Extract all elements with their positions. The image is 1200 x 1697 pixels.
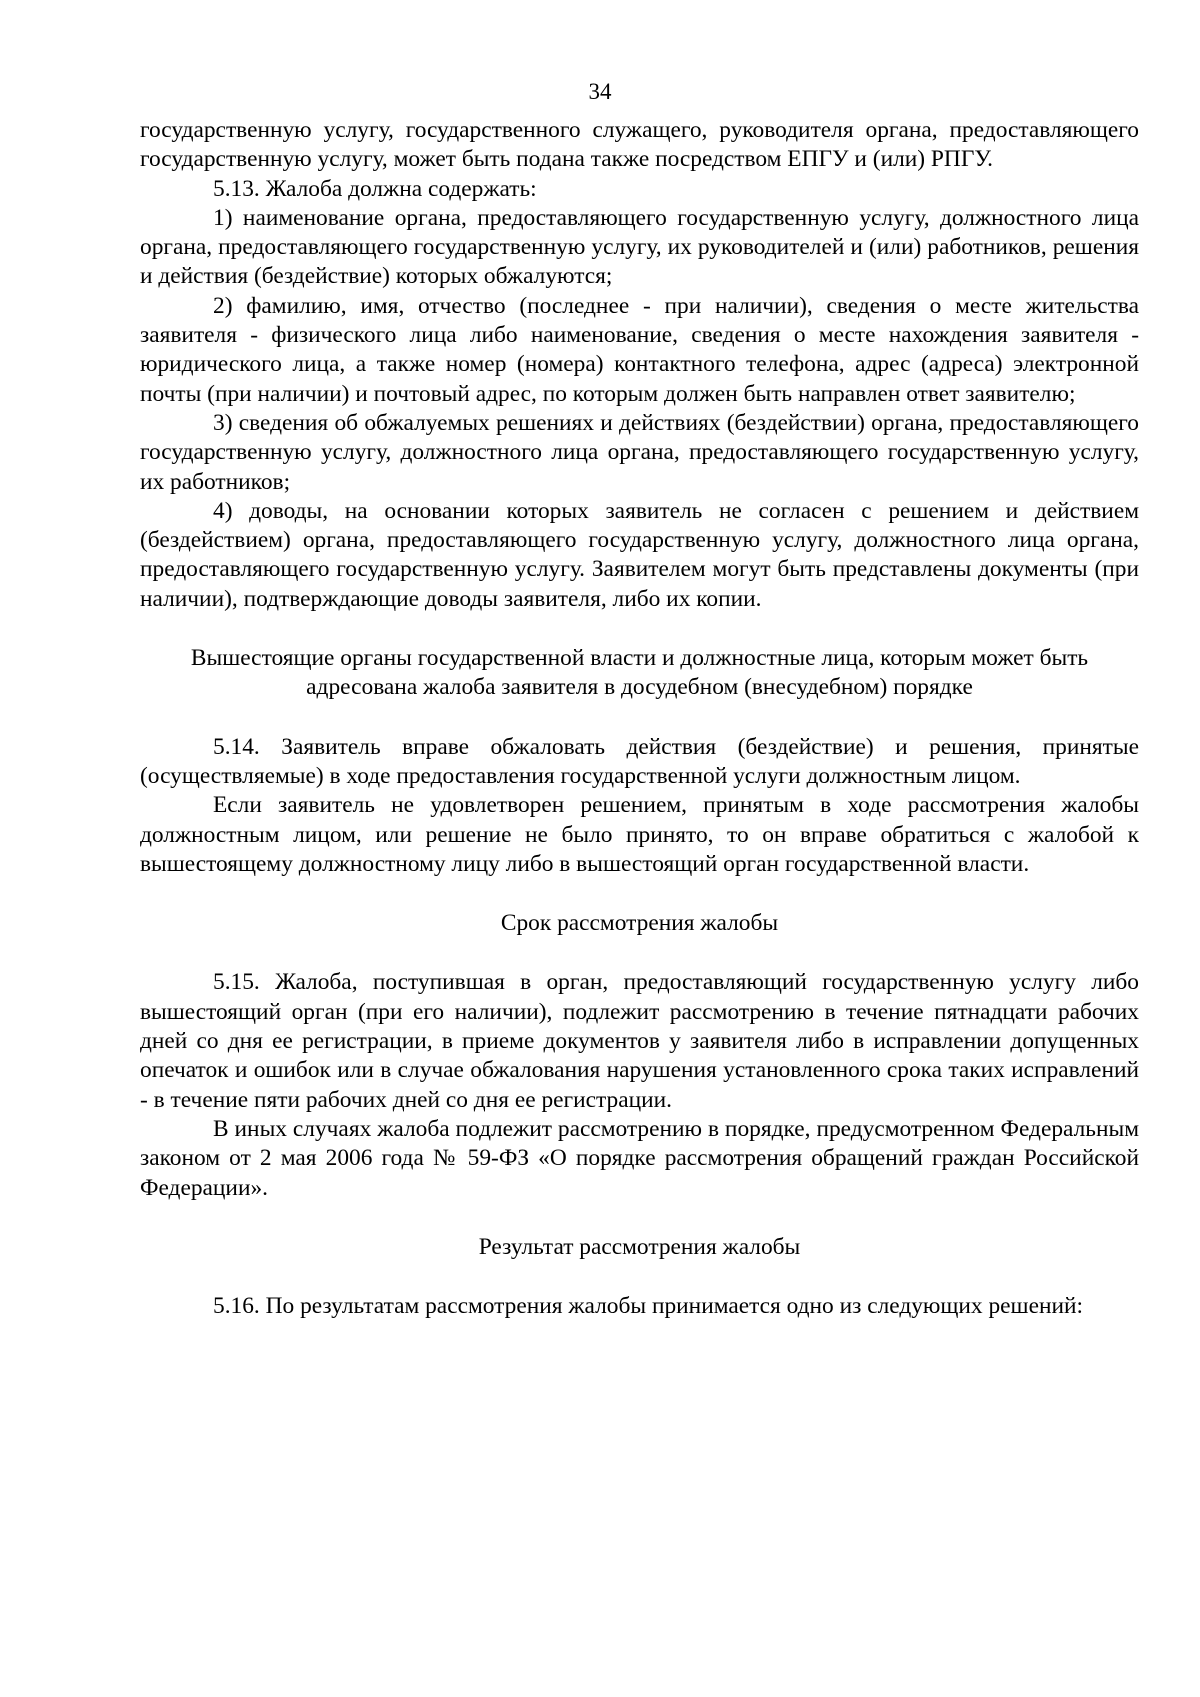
paragraph-continuation: государственную услугу, государственного служащего, руководителя органа, предоставляющего государственную услугу, может быть подана также посредством ЕПГУ и (или) РПГУ. — [140, 117, 1139, 173]
section-heading-higher-authorities: Вышестоящие органы государственной власти и должностные лица, которым может быть адресована жалоба заявителя в досудебном (внесудебном) порядке — [190, 645, 1089, 701]
paragraph-5-14: 5.14. Заявитель вправе обжаловать действия (бездействие) и решения, принятые (осуществляемые) в ходе предоставления государственной услуги должностным лицом. — [140, 733, 1139, 789]
section-heading-review-term: Срок рассмотрения жалобы — [500, 910, 779, 937]
paragraph-5-13: 5.13. Жалоба должна содержать: — [213, 175, 537, 202]
list-item-1: 1) наименование органа, предоставляющего государственную услугу, должностного лица органа, предоставляющего государственную услугу, их руководителей и (или) работников, решения и действия (бездействие) которых обжалуются; — [140, 204, 1139, 290]
section-heading-review-result: Результат рассмотрения жалобы — [478, 1233, 801, 1260]
list-item-2: 2) фамилию, имя, отчество (последнее - при наличии), сведения о месте жительства заявителя - физического лица либо наименование, сведения о месте нахождения заявителя - юридического лица, а также номер (номера) контактного телефона, адрес (адреса) электронной почты (при наличии) и почтовый адрес, по которым должен быть направлен ответ заявителю; — [140, 292, 1139, 407]
document-body — [140, 116, 1139, 1321]
list-item-3: 3) сведения об обжалуемых решениях и действиях (бездействии) органа, предоставляющего государственную услугу, должностного лица органа, предоставляющего государственную услугу, их работников; — [140, 409, 1139, 495]
page-number: 34 — [588, 79, 612, 104]
list-item-4: 4) доводы, на основании которых заявитель не согласен с решением и действием (бездействием) органа, предоставляющего государственную услугу, должностного лица органа, предоставляющего государственную услугу. Заявителем могут быть представлены документы (при наличии), подтверждающие доводы заявителя, либо их копии. — [140, 497, 1139, 612]
paragraph-5-14-continued: Если заявитель не удовлетворен решением, принятым в ходе рассмотрения жалобы должностным лицом, или решение не было принято, то он вправе обратиться с жалобой к вышестоящему должностному лицу либо в вышестоящий орган государственной власти. — [140, 792, 1139, 877]
paragraph-5-15-continued: В иных случаях жалоба подлежит рассмотрению в порядке, предусмотренном Федеральным законом от 2 мая 2006 года № 59-ФЗ «О порядке рассмотрения обращений граждан Российской Федерации». — [140, 1115, 1139, 1201]
paragraph-5-15: 5.15. Жалоба, поступившая в орган, предоставляющий государственную услугу либо вышестоящий орган (при его наличии), подлежит рассмотрению в течение пятнадцати рабочих дней со дня ее регистрации, в приеме документов у заявителя либо в исправлении допущенных опечаток и ошибок или в случае обжалования нарушения установленного срока таких исправлений - в течение пяти рабочих дней со дня ее регистрации. — [140, 969, 1139, 1113]
paragraph-5-16: 5.16. По результатам рассмотрения жалобы принимается одно из следующих решений: — [213, 1293, 1083, 1320]
